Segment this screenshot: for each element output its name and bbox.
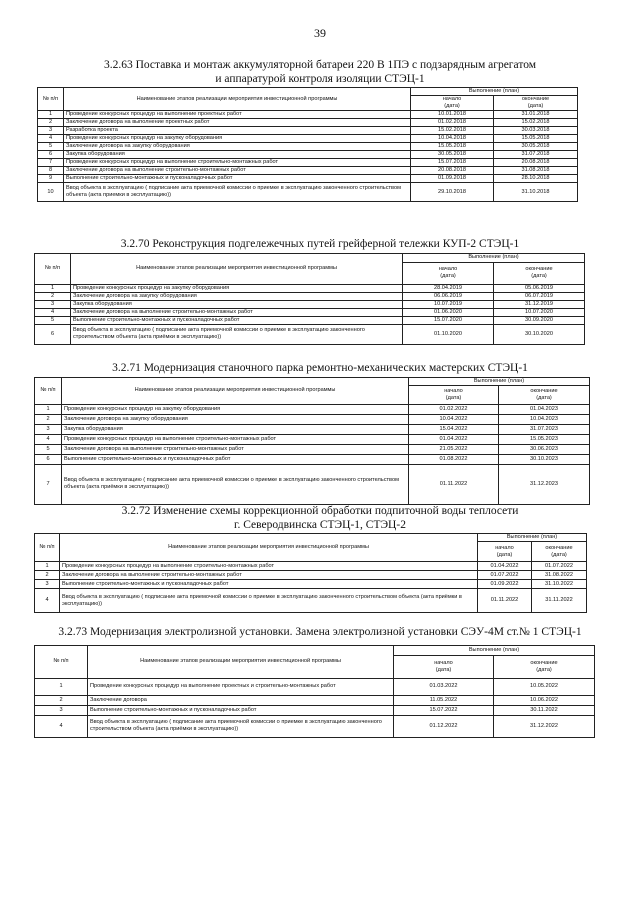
row-stage-name: Закупка оборудования: [62, 424, 409, 434]
row-start-date: 15.02.2018: [411, 127, 494, 135]
table-row: [38, 111, 578, 119]
row-num: 3: [38, 127, 64, 135]
header-end-date: (дата): [536, 394, 552, 401]
header-end: [494, 655, 595, 678]
row-stage-name: Проведение конкурсных процедур на закупку оборудования: [64, 135, 411, 143]
row-start-date: 01.07.2022: [478, 571, 532, 580]
row-start-date: 15.05.2018: [411, 143, 494, 151]
table-row: [35, 589, 587, 613]
section-title: [0, 626, 640, 640]
section-3-2-73: [0, 626, 640, 738]
table-row: [38, 151, 578, 159]
row-end-date: 20.08.2018: [494, 159, 578, 167]
page-number: 39: [314, 26, 326, 40]
row-stage-name: Проведение конкурсных процедур на выполнение проектных и строительно-монтажных работ: [88, 678, 394, 695]
table-row: [38, 143, 578, 151]
row-num: 3: [35, 424, 62, 434]
table-row: [38, 119, 578, 127]
table-header-row: [38, 88, 578, 96]
row-stage-name: Заключение договора на выполнение строительно-монтажных работ: [60, 571, 478, 580]
table-row: [35, 562, 587, 571]
row-end-date: 05.06.2019: [494, 284, 585, 292]
row-start-date: 01.03.2022: [394, 678, 494, 695]
row-num: 6: [38, 151, 64, 159]
header-start-label: начало: [438, 266, 458, 272]
row-stage-name: Заключение договора на закупку оборудования: [71, 292, 403, 300]
row-stage-name: Проведение конкурсных процедур на выполнение строительно-монтажных работ: [60, 562, 478, 571]
row-start-date: 10.07.2019: [403, 300, 494, 308]
header-num: № п/п: [35, 645, 88, 678]
row-num: 7: [38, 159, 64, 167]
table-row: [35, 324, 585, 344]
row-num: 5: [38, 143, 64, 151]
header-execution: Выполнение (план): [411, 88, 578, 96]
row-num: 9: [38, 175, 64, 183]
row-start-date: 01.09.2018: [411, 175, 494, 183]
row-num: 2: [35, 414, 62, 424]
section-3-2-72: [0, 504, 640, 613]
section-3-2-63: [0, 59, 640, 202]
row-stage-name: Заключение договора на закупку оборудования: [62, 414, 409, 424]
header-num: № п/п: [35, 253, 71, 284]
header-execution: Выполнение (план): [394, 645, 595, 655]
row-end-date: 06.07.2019: [494, 292, 585, 300]
table-row: [35, 414, 590, 424]
section-title-line1: 3.2.72 Изменение схемы коррекционной обработки подпиточной воды теплосети: [121, 505, 519, 517]
row-start-date: 21.05.2022: [409, 444, 499, 454]
row-num: 4: [35, 434, 62, 444]
row-end-date: 31.07.2018: [494, 151, 578, 159]
header-end: [532, 542, 587, 562]
table-row: [35, 316, 585, 324]
header-end: [499, 385, 590, 404]
row-start-date: 01.04.2022: [478, 562, 532, 571]
header-end-label: окончание: [530, 387, 558, 394]
row-stage-name: Заключение договора на выполнение строительно-монтажных работ: [62, 444, 409, 454]
row-start-date: 11.05.2022: [394, 695, 494, 705]
header-name: Наименование этапов реализации мероприятия инвестиционной программы: [62, 377, 409, 404]
row-stage-name: Проведение конкурсных процедур на выполнение строительно-монтажных работ: [62, 434, 409, 444]
section-3-2-70: [0, 238, 640, 345]
row-end-date: 10.07.2020: [494, 308, 585, 316]
table-row: [35, 292, 585, 300]
header-end-date: (дата): [527, 103, 544, 109]
table-row: [38, 167, 578, 175]
row-stage-name: Ввод объекта в эксплуатацию ( подписание акта приемочной комиссии о приемке в эксплуатацию законченного строительством объекта (акта приемки в эксплуатацию)): [64, 183, 411, 202]
row-num: 1: [35, 404, 62, 414]
row-stage-name: Ввод объекта в эксплуатацию ( подписание акта приемочной комиссии о приемке в эксплуатацию законченного строительством объекта (акта приёмки в эксплуатацию)): [60, 589, 478, 613]
table-row: [35, 424, 590, 434]
row-end-date: 31.11.2022: [532, 589, 587, 613]
header-start: [403, 262, 494, 284]
header-name: Наименование этапов реализации мероприятия инвестиционной программы: [88, 645, 394, 678]
row-stage-name: Закупка оборудования: [64, 151, 411, 159]
section-title: [0, 59, 640, 86]
row-end-date: 31.10.2022: [532, 580, 587, 589]
schedule-table: [34, 377, 590, 505]
table-row: [35, 580, 587, 589]
row-start-date: 29.10.2018: [411, 183, 494, 202]
row-num: 1: [35, 562, 60, 571]
row-start-date: 10.01.2018: [411, 111, 494, 119]
row-end-date: 15.05.2018: [494, 135, 578, 143]
header-execution: Выполнение (план): [403, 253, 585, 262]
header-execution: Выполнение (план): [478, 534, 587, 542]
table-row: [35, 284, 585, 292]
row-num: 4: [38, 135, 64, 143]
section-3-2-71: [0, 362, 640, 505]
row-num: 2: [38, 119, 64, 127]
row-end-date: 01.04.2023: [499, 404, 590, 414]
row-num: 10: [38, 183, 64, 202]
row-end-date: 10.04.2023: [499, 414, 590, 424]
row-stage-name: Выполнение строительно-монтажных и пусконаладочных работ: [64, 175, 411, 183]
section-title-line2: г. Северодвинска СТЭЦ-1, СТЭЦ-2: [234, 519, 406, 531]
header-name: Наименование этапов реализации мероприятия инвестиционной программы: [60, 534, 478, 562]
row-stage-name: Заключение договора на выполнение строительно-монтажных работ: [64, 167, 411, 175]
header-end-date: (дата): [536, 666, 552, 673]
row-stage-name: Ввод объекта в эксплуатацию ( подписание акта приемочной комиссии о приемке в эксплуатацию законченного строительством объекта (акта приёмки в эксплуатацию)): [62, 464, 409, 504]
row-stage-name: Выполнение строительно-монтажных и пусконаладочных работ: [71, 316, 403, 324]
table-row: [35, 444, 590, 454]
row-stage-name: Выполнение строительно-монтажных и пусконаладочных работ: [88, 705, 394, 715]
table-row: [38, 183, 578, 202]
table-header-row: [35, 253, 585, 262]
row-num: 2: [35, 292, 71, 300]
header-start-date: (дата): [445, 394, 462, 401]
row-end-date: 10.06.2022: [494, 695, 595, 705]
table-row: [38, 127, 578, 135]
row-stage-name: Ввод объекта в эксплуатацию ( подписание акта приемочной комиссии о приемке в эксплуатацию законченного строительством объекта (акта приёмки в эксплуатацию)): [71, 324, 403, 344]
row-num: 2: [35, 695, 88, 705]
header-end-label: окончание: [530, 659, 558, 666]
row-start-date: 01.10.2020: [403, 324, 494, 344]
section-title: [0, 238, 640, 252]
row-stage-name: Заключение договора на выполнение проектных работ: [64, 119, 411, 127]
row-stage-name: Ввод объекта в эксплуатацию ( подписание акта приемочной комиссии о приемке в эксплуатацию законченного строительством объекта (акта приёмки в эксплуатацию)): [88, 715, 394, 737]
row-stage-name: Закупка оборудования: [71, 300, 403, 308]
header-num: № п/п: [35, 377, 62, 404]
row-start-date: 15.07.2018: [411, 159, 494, 167]
header-name: Наименование этапов реализации мероприятия инвестиционной программы: [64, 88, 411, 111]
row-stage-name: Разработка проекта: [64, 127, 411, 135]
row-num: 4: [35, 589, 60, 613]
header-num: № п/п: [35, 534, 60, 562]
table-row: [35, 454, 590, 464]
row-start-date: 01.11.2022: [409, 464, 499, 504]
row-num: 3: [35, 580, 60, 589]
row-start-date: 06.06.2019: [403, 292, 494, 300]
table-row: [35, 464, 590, 504]
header-num: № п/п: [38, 88, 64, 111]
row-end-date: 30.10.2023: [499, 454, 590, 464]
table-row: [35, 678, 595, 695]
header-start-date: (дата): [440, 273, 456, 279]
row-num: 6: [35, 454, 62, 464]
header-end-label: окончание: [521, 96, 550, 102]
row-stage-name: Проведение конкурсных процедур на закупку оборудования: [71, 284, 403, 292]
header-end-date: (дата): [551, 551, 567, 558]
table-row: [35, 695, 595, 705]
row-start-date: 01.09.2022: [478, 580, 532, 589]
table-header-row: [35, 645, 595, 655]
row-start-date: 15.07.2022: [394, 705, 494, 715]
row-end-date: 31.07.2023: [499, 424, 590, 434]
header-start-date: (дата): [444, 103, 460, 109]
row-stage-name: Заключение договора на закупку оборудования: [64, 143, 411, 151]
section-title-line2: и аппаратурой контроля изоляции СТЭЦ-1: [215, 72, 425, 85]
row-end-date: 31.08.2018: [494, 167, 578, 175]
row-start-date: 30.05.2018: [411, 151, 494, 159]
row-end-date: 31.12.2022: [494, 715, 595, 737]
table-row: [35, 715, 595, 737]
row-end-date: 31.12.2023: [499, 464, 590, 504]
row-start-date: 01.02.2022: [409, 404, 499, 414]
schedule-table: [34, 533, 587, 613]
schedule-table: [37, 87, 578, 202]
row-num: 2: [35, 571, 60, 580]
row-stage-name: Проведение конкурсных процедур на выполнение строительно-монтажных работ: [64, 159, 411, 167]
row-num: 7: [35, 464, 62, 504]
row-start-date: 01.02.2018: [411, 119, 494, 127]
row-start-date: 28.04.2019: [403, 284, 494, 292]
header-start-label: начало: [442, 96, 462, 102]
header-end: [494, 96, 578, 111]
row-num: 1: [35, 678, 88, 695]
header-start-label: начало: [444, 387, 463, 394]
row-end-date: 30.10.2020: [494, 324, 585, 344]
row-stage-name: Проведение конкурсных процедур на закупку оборудования: [62, 404, 409, 414]
row-start-date: 10.04.2018: [411, 135, 494, 143]
row-end-date: 31.08.2022: [532, 571, 587, 580]
table-row: [35, 571, 587, 580]
header-start-date: (дата): [435, 666, 452, 673]
row-start-date: 01.12.2022: [394, 715, 494, 737]
header-end-label: окончание: [545, 544, 573, 551]
row-num: 1: [35, 284, 71, 292]
row-end-date: 28.10.2018: [494, 175, 578, 183]
table-row: [35, 308, 585, 316]
row-num: 6: [35, 324, 71, 344]
row-end-date: 30.05.2018: [494, 143, 578, 151]
row-end-date: 30.11.2022: [494, 705, 595, 715]
row-num: 8: [38, 167, 64, 175]
row-start-date: 15.04.2022: [409, 424, 499, 434]
header-end-label: окончание: [525, 266, 553, 272]
section-title-line1: 3.2.63 Поставка и монтаж аккумуляторной батареи 220 В 1ПЭ с подзарядным агрегатом: [103, 59, 537, 71]
section-title-line1: 3.2.71 Модернизация станочного парка ремонтно-механических мастерских СТЭЦ-1: [112, 362, 528, 374]
row-stage-name: Выполнение строительно-монтажных и пусконаладочных работ: [62, 454, 409, 464]
row-stage-name: Заключение договора: [88, 695, 394, 705]
row-num: 5: [35, 444, 62, 454]
section-title: [0, 504, 640, 532]
row-end-date: 01.07.2022: [532, 562, 587, 571]
header-start: [411, 96, 494, 111]
table-row: [38, 159, 578, 167]
row-num: 3: [35, 705, 88, 715]
row-start-date: 20.08.2018: [411, 167, 494, 175]
header-start-date: (дата): [496, 551, 513, 558]
section-title: [0, 362, 640, 376]
row-end-date: 30.09.2020: [494, 316, 585, 324]
header-start-label: начало: [434, 659, 453, 666]
row-stage-name: Выполнение строительно-монтажных и пусконаладочных работ: [60, 580, 478, 589]
schedule-table: [34, 645, 595, 738]
header-name: Наименование этапов реализации мероприятия инвестиционной программы: [71, 253, 403, 284]
row-end-date: 30.06.2023: [499, 444, 590, 454]
row-start-date: 10.04.2022: [409, 414, 499, 424]
row-num: 1: [38, 111, 64, 119]
row-end-date: 15.02.2018: [494, 119, 578, 127]
row-start-date: 01.04.2022: [409, 434, 499, 444]
row-end-date: 10.05.2022: [494, 678, 595, 695]
row-end-date: 30.03.2018: [494, 127, 578, 135]
row-end-date: 15.05.2023: [499, 434, 590, 444]
schedule-table: [34, 253, 585, 345]
table-row: [35, 404, 590, 414]
row-stage-name: Заключение договора на выполнение строительно-монтажных работ: [71, 308, 403, 316]
row-start-date: 15.07.2020: [403, 316, 494, 324]
row-start-date: 01.08.2022: [409, 454, 499, 464]
header-execution: Выполнение (план): [409, 377, 590, 385]
row-num: 3: [35, 300, 71, 308]
table-row: [35, 300, 585, 308]
header-start: [409, 385, 499, 404]
row-num: 4: [35, 715, 88, 737]
table-header-row: [35, 534, 587, 542]
row-start-date: 01.11.2022: [478, 589, 532, 613]
table-row: [35, 705, 595, 715]
header-start: [478, 542, 532, 562]
header-start: [394, 655, 494, 678]
table-row: [38, 175, 578, 183]
table-row: [38, 135, 578, 143]
row-end-date: 31.12.2019: [494, 300, 585, 308]
header-start-label: начало: [495, 544, 514, 551]
section-title-line1: 3.2.73 Модернизация электролизной установки. Замена электролизной установки СЭУ-4М ст.№ 1 СТЭЦ-1: [58, 626, 582, 638]
section-title-line1: 3.2.70 Реконструкция подгележечных путей грейферной тележки КУП-2 СТЭЦ-1: [120, 238, 520, 250]
row-end-date: 31.10.2018: [494, 183, 578, 202]
header-end-date: (дата): [531, 273, 547, 279]
header-end: [494, 262, 585, 284]
row-end-date: 31.01.2018: [494, 111, 578, 119]
table-header-row: [35, 377, 590, 385]
row-start-date: 01.06.2020: [403, 308, 494, 316]
table-row: [35, 434, 590, 444]
row-num: 5: [35, 316, 71, 324]
row-stage-name: Проведение конкурсных процедур на выполнение проектных работ: [64, 111, 411, 119]
row-num: 4: [35, 308, 71, 316]
